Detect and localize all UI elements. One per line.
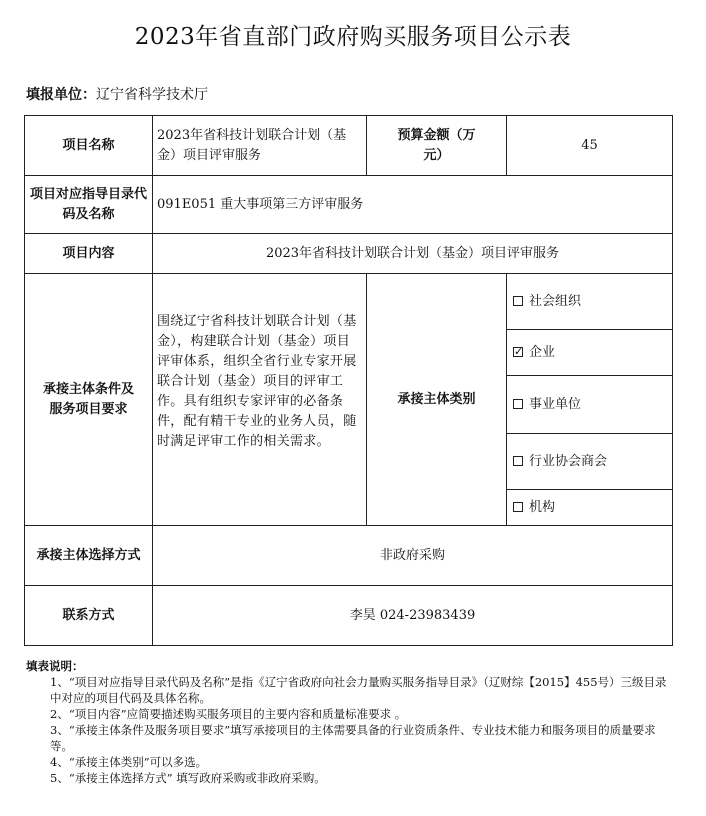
row-requirements xyxy=(25,274,673,330)
category-option-label: 事业单位 xyxy=(529,396,582,412)
instruction-item: 4、“承接主体类别”可以多选。 xyxy=(50,755,208,769)
budget-value: 45 xyxy=(507,116,673,176)
checkbox-icon xyxy=(513,502,523,512)
row-contact xyxy=(25,586,673,646)
category-option-label: 社会组织 xyxy=(529,293,582,309)
filling-instructions xyxy=(26,658,676,786)
instruction-item: 1、“项目对应指导目录代码及名称”是指《辽宁省政府向社会力量购买服务指导目录》（辽财综【2015】455号）三级目录中对应的项目代码及具体名称。 xyxy=(50,675,667,705)
category-option-association[interactable] xyxy=(507,434,673,490)
category-option-enterprise[interactable] xyxy=(507,330,673,376)
category-option-public-institution[interactable] xyxy=(507,376,673,434)
checked-checkbox-icon xyxy=(513,347,523,357)
checkbox-icon xyxy=(513,456,523,466)
category-option-label: 行业协会商会 xyxy=(529,453,608,469)
catalog-value: 091E051 重大事项第三方评审服务 xyxy=(153,176,673,234)
row-project-name xyxy=(25,116,673,176)
page-title: 2023年省直部门政府购买服务项目公示表 xyxy=(134,24,572,50)
content-label: 项目内容 xyxy=(25,234,153,274)
checkbox-icon xyxy=(513,399,523,409)
project-name-value: 2023年省科技计划联合计划（基金）项目评审服务 xyxy=(153,116,367,176)
category-option-social[interactable] xyxy=(507,274,673,330)
checkbox-icon xyxy=(513,296,523,306)
reporting-unit-value: 辽宁省科学技术厅 xyxy=(96,87,208,103)
row-selection-method xyxy=(25,526,673,586)
instruction-item: 5、“承接主体选择方式” 填写政府采购或非政府采购。 xyxy=(50,771,326,785)
selection-method-label: 承接主体选择方式 xyxy=(25,526,153,586)
category-option-agency[interactable] xyxy=(507,490,673,526)
instructions-title: 填表说明： xyxy=(26,659,84,673)
instruction-item: 2、“项目内容”应简要描述购买服务项目的主要内容和质量标准要求 。 xyxy=(50,707,407,721)
category-option-label: 企业 xyxy=(529,344,556,360)
reporting-unit xyxy=(26,84,208,104)
row-content xyxy=(25,234,673,274)
requirements-label: 承接主体条件及服务项目要求 xyxy=(25,274,153,526)
category-label: 承接主体类别 xyxy=(367,274,507,526)
row-catalog xyxy=(25,176,673,234)
content-value: 2023年省科技计划联合计划（基金）项目评审服务 xyxy=(153,234,673,274)
catalog-label: 项目对应指导目录代码及名称 xyxy=(25,176,153,234)
budget-label: 预算金额（万元） xyxy=(367,116,507,176)
project-table xyxy=(24,115,673,646)
contact-value: 李昊 024-23983439 xyxy=(153,586,673,646)
selection-method-value: 非政府采购 xyxy=(153,526,673,586)
reporting-unit-label: 填报单位： xyxy=(26,87,96,103)
category-option-label: 机构 xyxy=(529,499,556,515)
project-name-label: 项目名称 xyxy=(25,116,153,176)
contact-label: 联系方式 xyxy=(25,586,153,646)
requirements-value: 围绕辽宁省科技计划联合计划（基金），构建联合计划（基金）项目评审体系，组织全省行业专家开展联合计划（基金）项目的评审工作。具有组织专家评审的必备条件，配有精干专业的业务人员，随时满足评审工作的相关需求。 xyxy=(153,274,367,526)
instruction-item: 3、“承接主体条件及服务项目要求”填写承接项目的主体需要具备的行业资质条件、专业技术能力和服务项目的质量要求等。 xyxy=(50,723,656,753)
